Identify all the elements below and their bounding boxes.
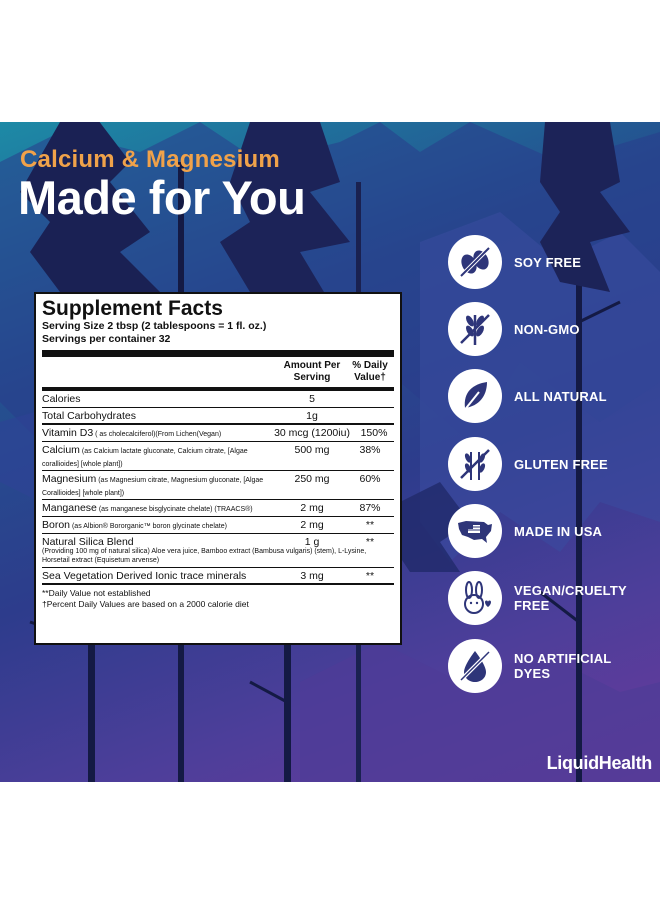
amount-header bbox=[278, 360, 346, 383]
nutrient-name: Calories bbox=[42, 393, 81, 406]
nutrient-daily-value: 150% bbox=[360, 427, 388, 440]
nutrient-detail: (as Albion® Bororganic™ boron glycinate chelate) bbox=[70, 523, 227, 531]
feature-soy-free bbox=[448, 234, 648, 290]
soybean-crossed-icon bbox=[448, 235, 502, 289]
nutrient-detail: (as Magnesium citrate, Magnesium gluconate, [Algae Corallioides] [whole plant]) bbox=[42, 477, 264, 497]
nutrient-amount: 2 mg bbox=[300, 519, 324, 532]
facts-divider-thick bbox=[42, 350, 394, 357]
wheat-crossed-icon bbox=[448, 302, 502, 356]
nutrient-daily-value: ** bbox=[365, 535, 375, 548]
feature-non-gmo bbox=[448, 301, 648, 357]
nutrient-daily-value: ** bbox=[365, 569, 375, 582]
usa-map-icon bbox=[448, 504, 502, 558]
nutrient-amount: 2 mg bbox=[300, 502, 324, 515]
feature-label: ALL NATURAL bbox=[514, 388, 607, 404]
nutrient-label: Natural Silica Blend bbox=[42, 535, 134, 548]
feature-label: SOY FREE bbox=[514, 254, 582, 270]
facts-row-boron bbox=[42, 517, 394, 534]
amount-header-line1: Amount Per bbox=[283, 360, 341, 372]
nutrient-daily-value: 60% bbox=[359, 473, 381, 486]
nutrient-daily-value: ** bbox=[365, 519, 375, 532]
nutrient-amount: 1 g bbox=[304, 535, 320, 548]
nutrient-detail: ( as cholecalciferol)(From Lichen(Vegan) bbox=[93, 431, 222, 439]
facts-column-headers bbox=[42, 357, 394, 387]
feature-no-artificial-dyes bbox=[448, 638, 648, 694]
feature-label: NON-GMO bbox=[514, 321, 580, 337]
nutrient-name bbox=[42, 473, 278, 498]
headline-subtitle: Calcium & Magnesium bbox=[20, 146, 280, 173]
nutrient-name bbox=[42, 427, 270, 440]
nutrient-label: Manganese bbox=[42, 502, 97, 515]
nutrient-name: Sea Vegetation Derived Ionic trace minerals bbox=[42, 569, 247, 582]
nutrient-label: Boron bbox=[42, 519, 71, 532]
headline-title: Made for You bbox=[18, 171, 306, 224]
feature-all-natural bbox=[448, 368, 648, 424]
nutrient-amount: 500 mg bbox=[294, 444, 330, 457]
facts-row-trace-minerals bbox=[42, 568, 394, 586]
nutrient-name bbox=[42, 444, 278, 469]
feature-label: MADE IN USA bbox=[514, 523, 603, 539]
amount-header-line2: Serving bbox=[293, 371, 331, 383]
feature-label: GLUTEN FREE bbox=[514, 456, 608, 472]
brand-logo: LiquidHealth bbox=[546, 753, 652, 773]
facts-row-manganese bbox=[42, 500, 394, 517]
nutrient-name: Total Carbohydrates bbox=[42, 409, 136, 422]
nutrient-label: Magnesium bbox=[42, 473, 97, 486]
nutrient-label: Vitamin D3 bbox=[42, 427, 94, 440]
grain-crossed-icon bbox=[448, 437, 502, 491]
nutrient-name bbox=[42, 519, 278, 532]
nutrient-detail: (as manganese bisglycinate chelate) (TRAACS®) bbox=[96, 506, 253, 514]
facts-row-carbohydrates bbox=[42, 408, 394, 426]
facts-footnotes bbox=[42, 588, 394, 610]
feature-gluten-free bbox=[448, 436, 648, 492]
nutrient-amount: 5 bbox=[309, 393, 315, 406]
feature-label: NO ARTIFICIAL DYES bbox=[514, 651, 612, 681]
nutrient-name bbox=[42, 502, 278, 515]
nutrient-amount: 3 mg bbox=[300, 569, 324, 582]
nutrient-detail: (as Calcium lactate gluconate, Calcium citrate, [Algae corallioides] [whole plant]) bbox=[42, 448, 248, 468]
facts-row-vitamin-d3 bbox=[42, 425, 394, 442]
nutrient-detail: (Providing 100 mg of natural silica) Aloe vera juice, Bamboo extract (Bambusa vulgaris) (stem), L-Lysine, Horsetail extract (Equisetum arvense) bbox=[42, 548, 367, 564]
nutrient-amount: 30 mcg (1200iu) bbox=[274, 427, 350, 440]
nutrient-daily-value: 87% bbox=[359, 502, 381, 515]
bunny-icon bbox=[448, 571, 502, 625]
facts-row-magnesium bbox=[42, 471, 394, 500]
leaf-icon bbox=[448, 369, 502, 423]
facts-row-calories bbox=[42, 391, 394, 408]
supplement-facts-panel bbox=[34, 292, 402, 645]
nutrient-amount: 1g bbox=[306, 409, 318, 422]
nutrient-label: Calcium bbox=[42, 444, 80, 457]
serving-size: Serving Size 2 tbsp (2 tablespoons = 1 fl. oz.) bbox=[42, 320, 267, 333]
feature-vegan-cruelty-free bbox=[448, 570, 648, 626]
drop-crossed-icon bbox=[448, 639, 502, 693]
nutrient-amount: 250 mg bbox=[294, 473, 330, 486]
nutrient-daily-value: 38% bbox=[359, 444, 381, 457]
daily-value-header-line1: % Daily bbox=[352, 360, 388, 372]
footnote-daily-value: **Daily Value not established bbox=[42, 588, 151, 599]
facts-title: Supplement Facts bbox=[42, 297, 223, 320]
feature-made-in-usa bbox=[448, 503, 648, 559]
daily-value-header-line2: Value† bbox=[354, 371, 386, 383]
feature-label: VEGAN/CRUELTY FREE bbox=[514, 583, 627, 613]
product-banner bbox=[0, 122, 660, 782]
facts-row-silica-blend bbox=[42, 534, 394, 568]
daily-value-header bbox=[346, 360, 394, 383]
footnote-percent: †Percent Daily Values are based on a 2000 calorie diet bbox=[42, 599, 249, 610]
servings-per-container: Servings per container 32 bbox=[42, 333, 171, 346]
facts-row-calcium bbox=[42, 442, 394, 471]
